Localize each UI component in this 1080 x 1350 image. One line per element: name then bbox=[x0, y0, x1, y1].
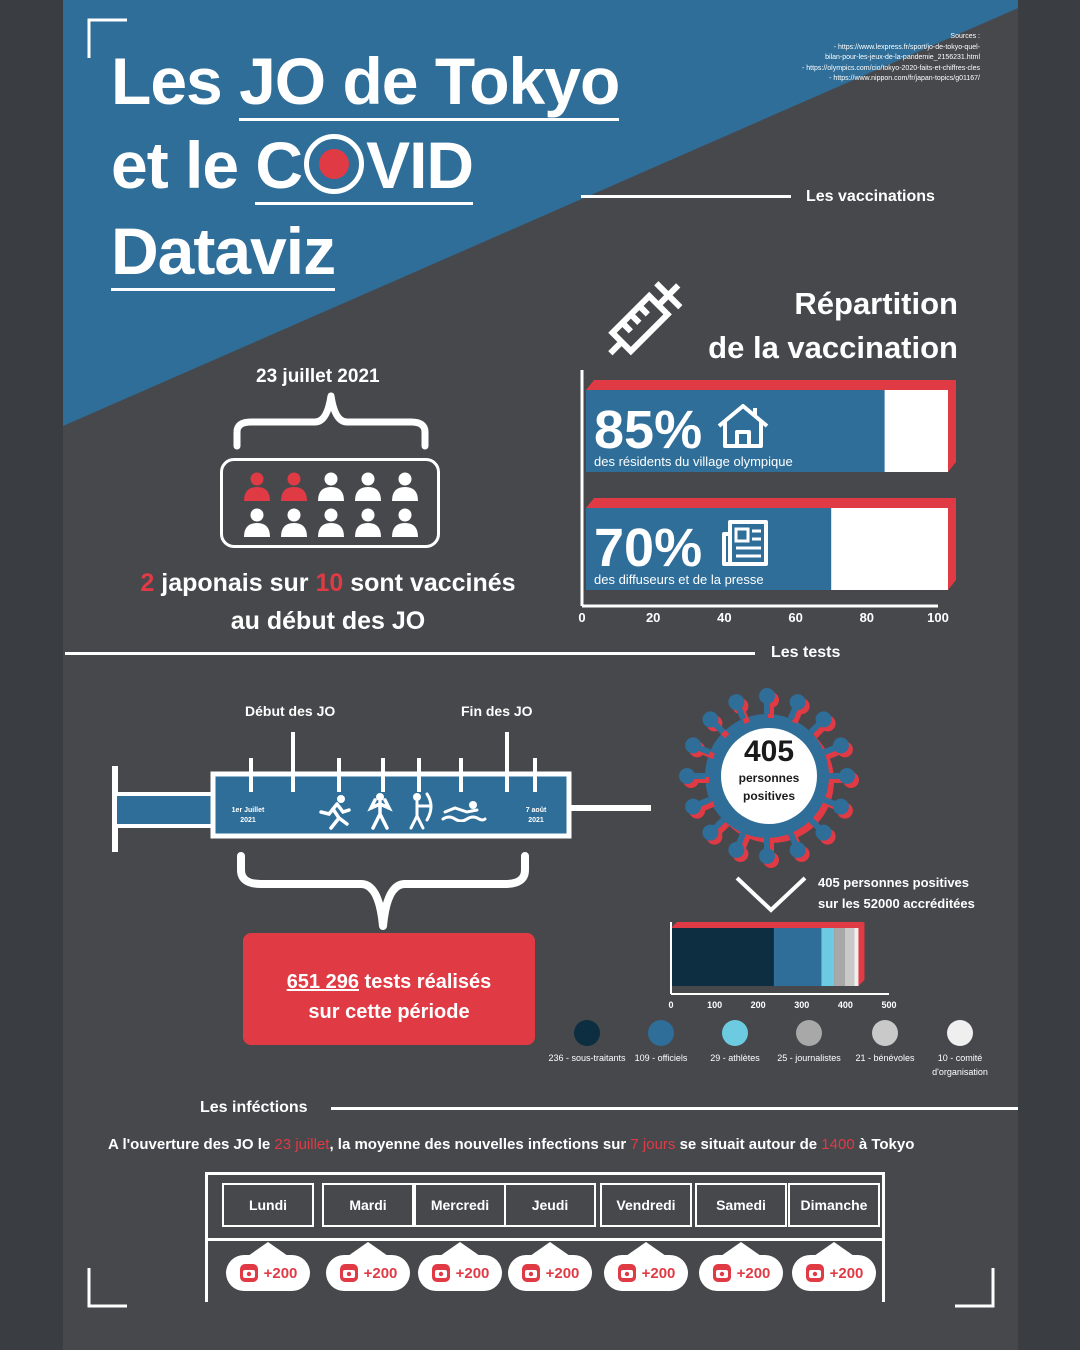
legend-label: 236 - sous-traitants bbox=[548, 1053, 626, 1063]
chart-title-line1: Répartition bbox=[794, 286, 958, 321]
person-vaccinated-icon bbox=[281, 473, 307, 502]
stack-segment bbox=[774, 928, 822, 986]
increase-value: +200 bbox=[641, 1264, 676, 1282]
increase-value: +200 bbox=[263, 1264, 298, 1282]
inf-text-days: 7 jours bbox=[630, 1136, 676, 1153]
virus-spike bbox=[811, 820, 836, 845]
end-date-l2: 2021 bbox=[528, 817, 544, 824]
pointer-triangle bbox=[814, 1242, 854, 1256]
person-icon bbox=[355, 473, 381, 502]
virus-badge-icon bbox=[805, 1263, 825, 1283]
legend-dot bbox=[574, 1020, 600, 1046]
increase-pill bbox=[604, 1255, 688, 1291]
timeline-start-date bbox=[223, 806, 273, 826]
inf-text-b: , la moyenne des nouvelles infections sur bbox=[329, 1136, 631, 1153]
title-part: C bbox=[255, 128, 303, 202]
day-label: Mercredi bbox=[414, 1183, 506, 1227]
inf-text-value: 1400 bbox=[821, 1136, 855, 1153]
increase-value: +200 bbox=[455, 1264, 490, 1282]
virus-spike bbox=[685, 737, 714, 757]
label-fin-jo: Fin des JO bbox=[461, 703, 533, 719]
source-line: - https://olympics.com/cio/tokyo-2020-faits-et-chiffres-cles bbox=[801, 64, 980, 72]
day-label: Lundi bbox=[222, 1183, 314, 1227]
inf-text-c: se situait autour de bbox=[675, 1136, 822, 1153]
x-tick-label: 500 bbox=[881, 1000, 897, 1010]
person-vaccinated-icon bbox=[244, 473, 270, 502]
stack-segment bbox=[834, 928, 845, 986]
stat-end: sont vaccinés bbox=[343, 569, 516, 597]
chevron-down-icon bbox=[733, 872, 809, 914]
title-line-1 bbox=[111, 44, 620, 118]
x-tick-label: 300 bbox=[794, 1000, 810, 1010]
swimmer-icon bbox=[441, 800, 487, 822]
virus-spike bbox=[728, 694, 748, 723]
sources-block bbox=[802, 32, 980, 85]
bar-depth-side bbox=[948, 380, 956, 472]
increase-value: +200 bbox=[829, 1264, 864, 1282]
virus-spike bbox=[824, 737, 853, 757]
title-line-3 bbox=[111, 214, 336, 288]
virus-badge-icon bbox=[431, 1263, 451, 1283]
corner-bracket-bottom-right bbox=[955, 1268, 995, 1308]
bar-depth-side bbox=[948, 498, 956, 590]
x-tick-label: 80 bbox=[859, 610, 875, 625]
newspaper-icon bbox=[718, 518, 770, 570]
right-blur-edge bbox=[1010, 0, 1080, 1350]
virus-badge-icon bbox=[239, 1263, 259, 1283]
legend-dot bbox=[796, 1020, 822, 1046]
source-line: bilan-pour-les-jeux-de-la-pandemie_2156231.html bbox=[825, 54, 980, 61]
person-icon bbox=[392, 509, 418, 538]
virus-spike bbox=[790, 694, 810, 723]
day-label: Samedi bbox=[695, 1183, 787, 1227]
legend-label: 10 - comité d'organisation bbox=[932, 1053, 988, 1077]
stat-mid: japonais sur bbox=[154, 569, 316, 597]
house-icon bbox=[715, 402, 771, 450]
title-part: et le bbox=[111, 128, 256, 202]
divider-tests bbox=[65, 652, 755, 655]
title-part: VID bbox=[366, 128, 474, 202]
pointer-triangle bbox=[248, 1242, 288, 1256]
legend-dot bbox=[947, 1020, 973, 1046]
virus-count: 405 bbox=[743, 735, 795, 768]
infections-text bbox=[108, 1136, 914, 1153]
virus-spike bbox=[824, 799, 853, 819]
boxer-icon bbox=[365, 792, 395, 830]
virus-spike bbox=[790, 833, 810, 862]
virus-spike bbox=[702, 711, 727, 736]
positives-line2: sur les 52000 accréditées bbox=[818, 896, 975, 911]
inf-text-date: 23 juillet bbox=[274, 1136, 330, 1153]
x-tick-label: 60 bbox=[788, 610, 803, 625]
stat-total: 10 bbox=[315, 569, 344, 597]
source-line: - https://www.nippon.com/fr/japan-topics/g01167/ bbox=[829, 75, 980, 82]
legend-label: 21 - bénévoles bbox=[855, 1053, 915, 1063]
person-icon bbox=[244, 509, 270, 538]
virus-spike bbox=[811, 711, 836, 736]
vaccination-chart-title bbox=[683, 282, 958, 370]
stack-segment bbox=[821, 928, 834, 986]
source-line: - https://www.lexpress.fr/sport/jo-de-tokyo-quel- bbox=[833, 43, 980, 51]
chart-title-line2: de la vaccination bbox=[708, 330, 958, 365]
left-blur-edge bbox=[0, 0, 70, 1350]
title-part: Les bbox=[111, 44, 240, 118]
positives-caption bbox=[818, 872, 975, 914]
stat-num: 2 bbox=[140, 569, 155, 597]
vaccination-bar-chart bbox=[568, 370, 978, 630]
infographic-poster bbox=[63, 0, 1018, 1350]
divider-vaccinations bbox=[581, 195, 791, 198]
increase-pill bbox=[326, 1255, 410, 1291]
vaccination-date: 23 juillet 2021 bbox=[256, 366, 380, 387]
pointer-triangle bbox=[440, 1242, 480, 1256]
bar-category-label: des résidents du village olympique bbox=[594, 454, 793, 469]
brace-icon bbox=[231, 392, 431, 450]
increase-pill bbox=[226, 1255, 310, 1291]
increase-pill bbox=[699, 1255, 783, 1291]
increase-value: +200 bbox=[545, 1264, 580, 1282]
virus-badge-icon bbox=[712, 1263, 732, 1283]
section-label-vaccinations: Les vaccinations bbox=[806, 188, 935, 205]
stack-segment bbox=[845, 928, 854, 986]
day-label: Mardi bbox=[322, 1183, 414, 1227]
inf-text-a: A l'ouverture des JO le bbox=[108, 1136, 275, 1153]
bar-percent-label: 70% bbox=[594, 518, 703, 578]
legend-label: 29 - athlètes bbox=[710, 1053, 760, 1063]
person-icon bbox=[281, 509, 307, 538]
title-covid bbox=[255, 128, 473, 205]
bar-depth-top bbox=[586, 380, 956, 390]
tests-line1 bbox=[243, 967, 535, 997]
sources-title: Sources : bbox=[950, 33, 980, 40]
day-label: Dimanche bbox=[788, 1183, 880, 1227]
legend-dot bbox=[872, 1020, 898, 1046]
label-debut-jo: Début des JO bbox=[245, 703, 336, 719]
end-date-l1: 7 août bbox=[525, 807, 547, 814]
pointer-triangle bbox=[348, 1242, 388, 1256]
start-date-l2: 2021 bbox=[240, 817, 256, 824]
legend-dot bbox=[648, 1020, 674, 1046]
virus-label-1: personnes bbox=[738, 771, 800, 785]
syringe-icon bbox=[595, 272, 695, 368]
virus-label-2: positives bbox=[742, 789, 796, 803]
x-tick-label: 100 bbox=[927, 610, 949, 625]
stack-depth-side bbox=[858, 922, 864, 986]
increase-pill bbox=[792, 1255, 876, 1291]
positives-stacked-chart bbox=[663, 918, 913, 1016]
vaccination-stat-line1 bbox=[128, 564, 528, 602]
person-icon bbox=[392, 473, 418, 502]
day-label: Jeudi bbox=[504, 1183, 596, 1227]
increase-pill bbox=[418, 1255, 502, 1291]
tests-rest: tests réalisés bbox=[358, 971, 492, 993]
virus-badge-icon bbox=[617, 1263, 637, 1283]
x-tick-label: 200 bbox=[750, 1000, 766, 1010]
stack-depth-top bbox=[671, 922, 864, 928]
pointer-triangle bbox=[626, 1242, 666, 1256]
virus-spike bbox=[685, 799, 714, 819]
section-label-tests: Les tests bbox=[771, 644, 841, 661]
person-icon bbox=[318, 509, 344, 538]
legend-dot bbox=[722, 1020, 748, 1046]
inf-text-d: à Tokyo bbox=[854, 1136, 915, 1153]
runner-icon bbox=[317, 794, 351, 830]
tests-brace-icon bbox=[233, 852, 533, 932]
corner-bracket-bottom-left bbox=[87, 1268, 127, 1308]
week-frame-mid bbox=[205, 1238, 885, 1241]
increase-pill bbox=[508, 1255, 592, 1291]
positives-line1: 405 personnes positives bbox=[818, 875, 970, 890]
vaccination-stat bbox=[128, 564, 528, 640]
virus-spike bbox=[702, 820, 727, 845]
people-icons bbox=[223, 461, 437, 545]
virus-badge-icon bbox=[339, 1263, 359, 1283]
virus-spike bbox=[679, 768, 709, 788]
week-frame-right bbox=[882, 1172, 885, 1302]
pointer-triangle bbox=[530, 1242, 570, 1256]
title-line-2 bbox=[111, 128, 474, 202]
tests-line2: sur cette période bbox=[308, 1001, 470, 1023]
x-tick-label: 0 bbox=[578, 610, 586, 625]
stack-segment bbox=[671, 928, 774, 986]
person-icon bbox=[355, 509, 381, 538]
bar-depth-top bbox=[586, 498, 956, 508]
virus-spike bbox=[728, 833, 748, 862]
virus-center bbox=[721, 728, 817, 824]
legend-label: 25 - journalistes bbox=[777, 1053, 841, 1063]
x-tick-label: 100 bbox=[707, 1000, 723, 1010]
bar-percent-label: 85% bbox=[594, 400, 703, 460]
archer-icon bbox=[405, 792, 435, 830]
x-tick-label: 400 bbox=[837, 1000, 853, 1010]
people-box bbox=[220, 458, 440, 548]
title-underlined: JO de Tokyo bbox=[239, 44, 619, 121]
x-tick-label: 0 bbox=[668, 1000, 674, 1010]
stack-segment bbox=[854, 928, 858, 986]
day-label: Vendredi bbox=[600, 1183, 692, 1227]
pointer-triangle bbox=[721, 1242, 761, 1256]
x-tick-label: 20 bbox=[645, 610, 661, 625]
legend-label: 109 - officiels bbox=[634, 1053, 688, 1063]
increase-value: +200 bbox=[736, 1264, 771, 1282]
bar-category-label: des diffuseurs et de la presse bbox=[594, 572, 764, 587]
divider-infections bbox=[331, 1107, 1018, 1110]
tests-count-box bbox=[243, 933, 535, 1045]
x-tick-label: 40 bbox=[717, 610, 732, 625]
timeline-end-date bbox=[511, 806, 561, 826]
section-label-infections: Les inféctions bbox=[200, 1099, 308, 1116]
increase-value: +200 bbox=[363, 1264, 398, 1282]
person-icon bbox=[318, 473, 344, 502]
start-date-l1: 1er Juillet bbox=[231, 807, 265, 814]
virus-badge-icon bbox=[521, 1263, 541, 1283]
virus-spike bbox=[759, 688, 779, 718]
week-frame-left bbox=[205, 1172, 208, 1302]
tests-num: 651 296 bbox=[286, 971, 359, 993]
red-sun-o-icon bbox=[304, 134, 364, 194]
vaccination-stat-line2: au début des JO bbox=[230, 607, 426, 635]
title-dataviz: Dataviz bbox=[111, 214, 335, 291]
